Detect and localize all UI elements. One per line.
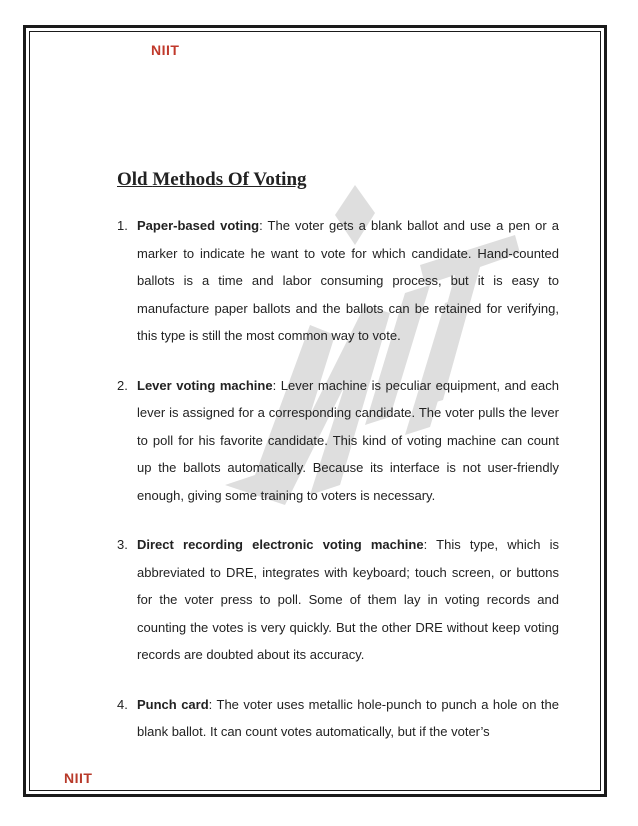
item-text: : This type, which is abbreviated to DRE, integrates with keyboard; touch screen, or buttons for the voter press to poll. Some of them lay in voting records and counting the votes is very quickly. But the other DRE without keep voting records are doubted about its accuracy. [137, 537, 559, 662]
footer-logo: NIIT [64, 770, 93, 786]
section-heading [117, 168, 559, 192]
voting-methods-list [117, 212, 559, 746]
item-number: 2. [117, 377, 128, 393]
list-item [117, 212, 559, 350]
item-number: 4. [117, 696, 128, 712]
item-term: Paper-based voting [137, 218, 260, 233]
item-number: 1. [117, 218, 128, 233]
item-term: Direct recording electronic voting machine [137, 537, 424, 552]
heading-prefix: Old [117, 169, 153, 190]
item-text: : The voter uses metallic hole-punch to punch a hole on the blank ballot. It can count votes automatically, but if the voter’s [137, 696, 559, 739]
heading-bold-text: Methods Of Voting [152, 169, 307, 190]
item-text: : Lever machine is peculiar equipment, and each lever is assigned for a corresponding candidate. The voter pulls the lever to poll for his favorite candidate. This kind of voting machine can count up the ballots automatically. Because its interface is not user-friendly enough, giving some training to voters is necessary. [137, 377, 559, 503]
main-content [117, 168, 559, 768]
list-item [117, 372, 559, 510]
list-item [117, 691, 559, 746]
header-logo: NIIT [151, 42, 180, 58]
item-term: Punch card [137, 696, 209, 712]
item-number: 3. [117, 537, 128, 552]
item-term: Lever voting machine [137, 377, 273, 393]
item-text: : The voter gets a blank ballot and use a pen or a marker to indicate he want to vote for which candidate. Hand-counted ballots is a time and labor consuming process, but it is easy to manufacture paper ballots and the ballots can be retained for verifying, this type is still the most common way to vote. [137, 218, 559, 343]
list-item [117, 531, 559, 669]
